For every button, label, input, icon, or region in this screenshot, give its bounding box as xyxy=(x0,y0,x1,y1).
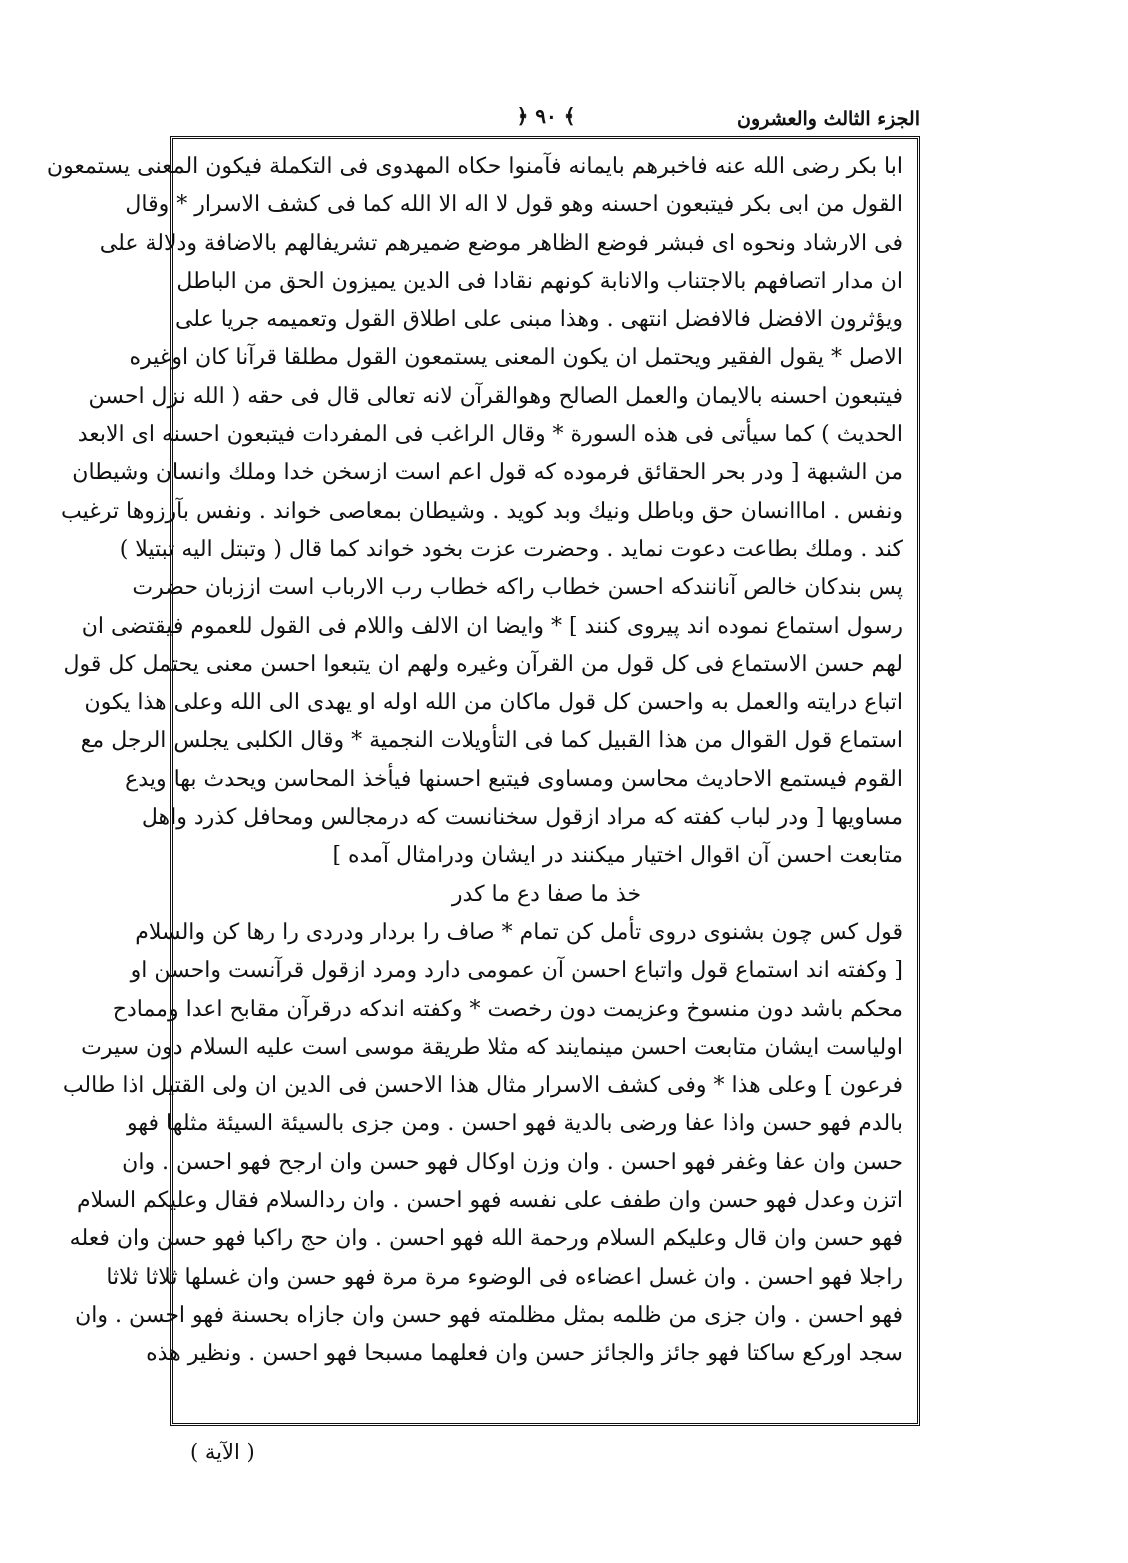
text-line: متابعت احسن آن اقوال اختيار ميكنند در ايشان ودرامثال آمده ] xyxy=(332,843,903,869)
text-line: استماع قول القوال من هذا القبيل كما فى التأويلات النجمية * وقال الكلبى يجلس الرجل مع xyxy=(80,728,903,754)
text-line: سجد اوركع ساكتا فهو جائز والجائز حسن وان فعلهما مسبحا فهو احسن . ونظير هذه xyxy=(146,1341,903,1367)
text-line: اتباع درايته والعمل به واحسن كل قول ماكان من الله اوله او يهدى الى الله وعلى هذا يكون xyxy=(84,690,903,716)
text-line: القول من ابى بكر فيتبعون احسنه وهو قول لا اله الا الله كما فى كشف الاسرار * وقال xyxy=(125,192,903,218)
proverb-line: خذ ما صفا دع ما كدر xyxy=(451,881,642,907)
text-line: محكم باشد دون منسوخ وعزيمت دون رخصت * وكفته اندكه درقرآن مقابح اعدا وممادح xyxy=(112,996,903,1022)
text-line: حسن وان عفا وغفر فهو احسن . وان وزن اوكال فهو حسن وان ارجح فهو احسن . وان xyxy=(122,1149,903,1175)
text-line: ويؤثرون الافضل فالافضل انتهى . وهذا مبنى على اطلاق القول وتعميمه جريا على xyxy=(174,307,903,333)
main-text-block xyxy=(46,148,903,1374)
text-line: فيتبعون احسنه بالايمان والعمل الصالح وهوالقرآن لانه تعالى قال فى حقه ( الله نزل احسن xyxy=(88,383,903,409)
text-line: فهو احسن . وان جزى من ظلمه بمثل مظلمته فهو حسن وان جازاه بحسنة فهو احسن . وان xyxy=(75,1302,903,1328)
text-line: لهم حسن الاستماع فى كل قول من القرآن وغيره ولهم ان يتبعوا احسن معنى يحتمل كل قول xyxy=(63,651,903,677)
text-line: الحديث ) كما سيأتى فى هذه السورة * وقال الراغب فى المفردات فيتبعون احسنه اى الابعد xyxy=(77,422,903,448)
text-line: فهو حسن وان قال وعليكم السلام ورحمة الله فهو احسن . وان حج راكبا فهو حسن وان فعله xyxy=(69,1226,903,1252)
text-line: ونفس . امااانسان حق وباطل ونيك وبد كويد . وشيطان بمعاصى خواند . ونفس بآرزوها ترغيب xyxy=(61,498,903,524)
text-line: رسول استماع نموده اند پيروى كنند ] * وايضا ان الالف واللام فى القول للعموم فيقتضى ان xyxy=(81,613,903,639)
text-line: من الشبهة [ ودر بحر الحقائق فرموده كه قول اعم است ازسخن خدا وملك وانسان وشيطان xyxy=(72,460,903,486)
text-line: ان مدار اتصافهم بالاجتناب والانابة كونهم نقادا فى الدين يميزون الحق من الباطل xyxy=(176,268,903,294)
text-line: القوم فيستمع الاحاديث محاسن ومساوى فيتبع احسنها فيأخذ المحاسن ويحدث بها ويدع xyxy=(125,766,903,792)
text-line: پس بندكان خالص آنانندكه احسن خطاب راكه خطاب رب الارباب است اززبان حضرت xyxy=(132,575,903,601)
catchword: ( الآية ) xyxy=(190,1440,255,1464)
page-number: ﴿ ٩٠ ﴾ xyxy=(516,104,576,128)
text-line: [ وكفته اند استماع قول واتباع احسن آن عمومى دارد ومرد ازقول قرآنست واحسن او xyxy=(130,958,903,984)
text-line: الاصل * يقول الفقير ويحتمل ان يكون المعنى يستمعون القول مطلقا قرآنا كان اوغيره xyxy=(129,345,903,371)
text-line: فرعون ] وعلى هذا * وفى كشف الاسرار مثال هذا الاحسن فى الدين ان ولى القتيل اذا طالب xyxy=(62,1073,903,1099)
text-line: مساويها [ ودر لباب كفته كه مراد ازقول سخنانست كه درمجالس ومحافل كذرد واهل xyxy=(141,805,903,831)
text-line: بالدم فهو حسن واذا عفا ورضى بالدية فهو احسن . ومن جزى بالسيئة السيئة مثلها فهو xyxy=(127,1111,903,1137)
text-line: فى الارشاد ونحوه اى فبشر فوضع الظاهر موضع ضميرهم تشريفالهم بالاضافة ودلالة على xyxy=(99,230,903,256)
page-header xyxy=(170,104,920,138)
text-line: ابا بكر رضى الله عنه فاخبرهم بايمانه فآمنوا حكاه المهدوى فى التكملة فيكون المعنى يستمعون xyxy=(46,154,903,179)
text-line: اولياست ايشان متابعت احسن مينمايند كه مثلا طريقة موسى است عليه السلام دون سيرت xyxy=(81,1034,903,1060)
text-line: اتزن وعدل فهو حسن وان طفف على نفسه فهو احسن . وان ردالسلام فقال وعليكم السلام xyxy=(76,1188,903,1214)
text-line: كند . وملك بطاعت دعوت نمايد . وحضرت عزت بخود خواند كما قال ( وتبتل اليه تبتيلا ) xyxy=(119,536,903,562)
text-line: راجلا فهو احسن . وان غسل اعضاءه فى الوضوء مرة مرة فهو حسن وان غسلها ثلاثا ثلاثا xyxy=(106,1264,903,1290)
verse-line: قول كس چون بشنوى دروى تأمل كن تمام * صاف را بردار ودردى را رها كن والسلام xyxy=(135,919,903,945)
running-title: الجزء الثالث والعشرون xyxy=(737,108,920,130)
